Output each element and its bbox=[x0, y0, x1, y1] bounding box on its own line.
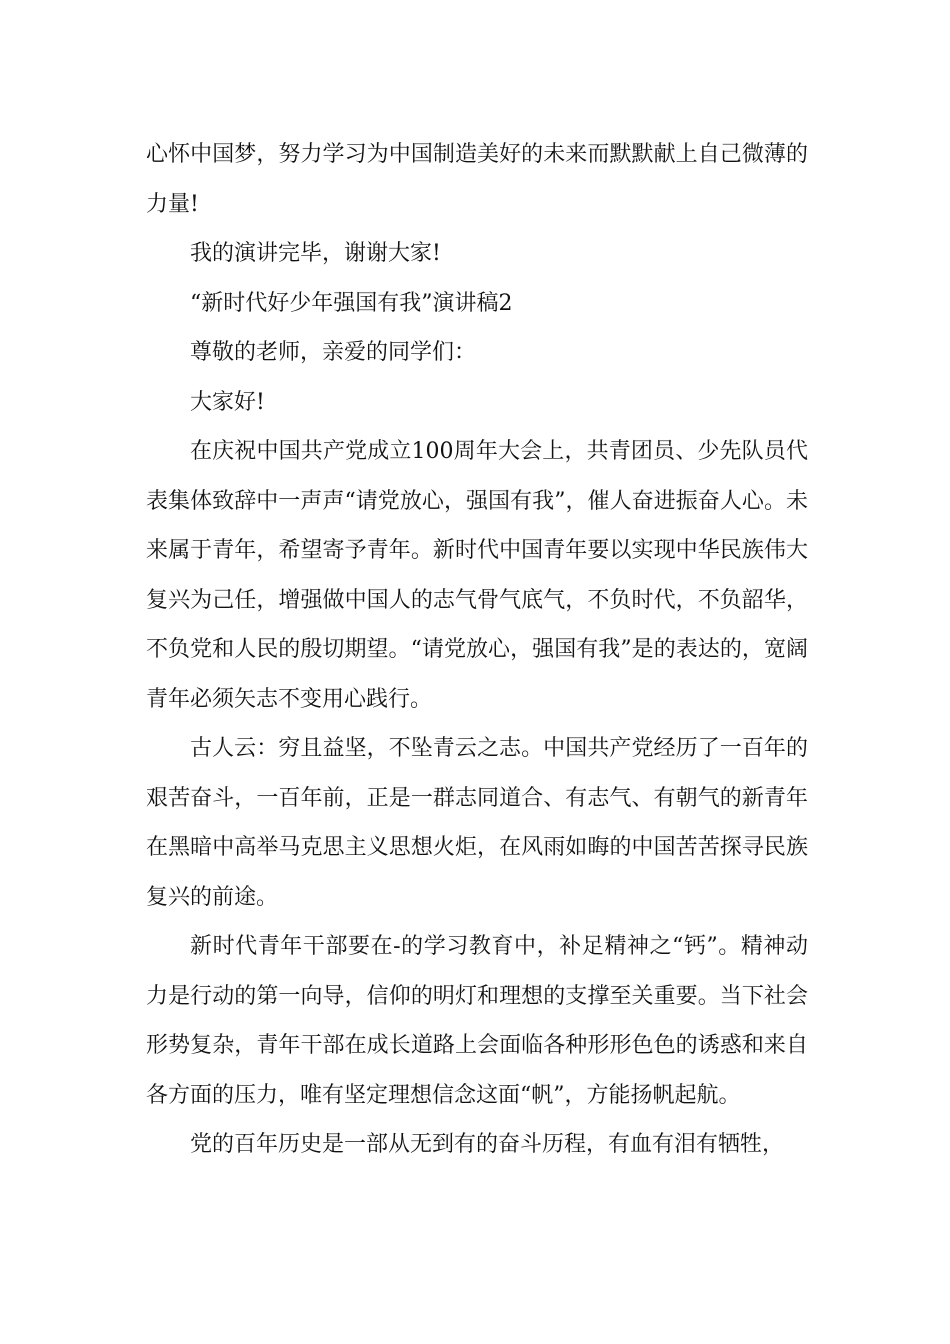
paragraph: 尊敬的老师，亲爱的同学们： bbox=[190, 340, 477, 365]
paragraph: 我的演讲完毕，谢谢大家! bbox=[190, 241, 441, 266]
paragraph: 心怀中国梦，努力学习为中国制造美好的未来而默默献上自己微薄的力量! bbox=[146, 142, 808, 217]
document-body bbox=[146, 130, 808, 1170]
paragraph: “新时代好少年强国有我”演讲稿2 bbox=[190, 290, 513, 316]
paragraph: 古人云：穷且益坚，不坠青云之志。中国共产党经历了一百年的艰苦奋斗，一百年前，正是一群志同道合、有志气、有朝气的新青年在黑暗中高举马克思主义思想火炬，在风雨如晦的中国苦苦探寻民族复兴的前途。 bbox=[146, 736, 808, 910]
paragraph: 新时代青年干部要在-的学习教育中，补足精神之“钙”。精神动力是行动的第一向导，信仰的明灯和理想的支撑至关重要。当下社会形势复杂，青年干部在成长道路上会面临各种形形色色的诱惑和来自各方面的压力，唯有坚定理想信念这面“帆”，方能扬帆起航。 bbox=[146, 934, 808, 1108]
paragraph: 在庆祝中国共产党成立100周年大会上，共青团员、少先队员代表集体致辞中一声声“请党放心，强国有我”，催人奋进振奋人心。未来属于青年，希望寄予青年。新时代中国青年要以实现中华民族伟大复兴为己任，增强做中国人的志气骨气底气，不负时代，不负韶华，不负党和人民的殷切期望。“请党放心，强国有我”是的表达的，宽阔青年必须矢志不变用心践行。 bbox=[146, 439, 808, 712]
paragraph: 党的百年历史是一部从无到有的奋斗历程，有血有泪有牺牲， bbox=[190, 1132, 785, 1157]
paragraph: 大家好! bbox=[190, 389, 265, 415]
